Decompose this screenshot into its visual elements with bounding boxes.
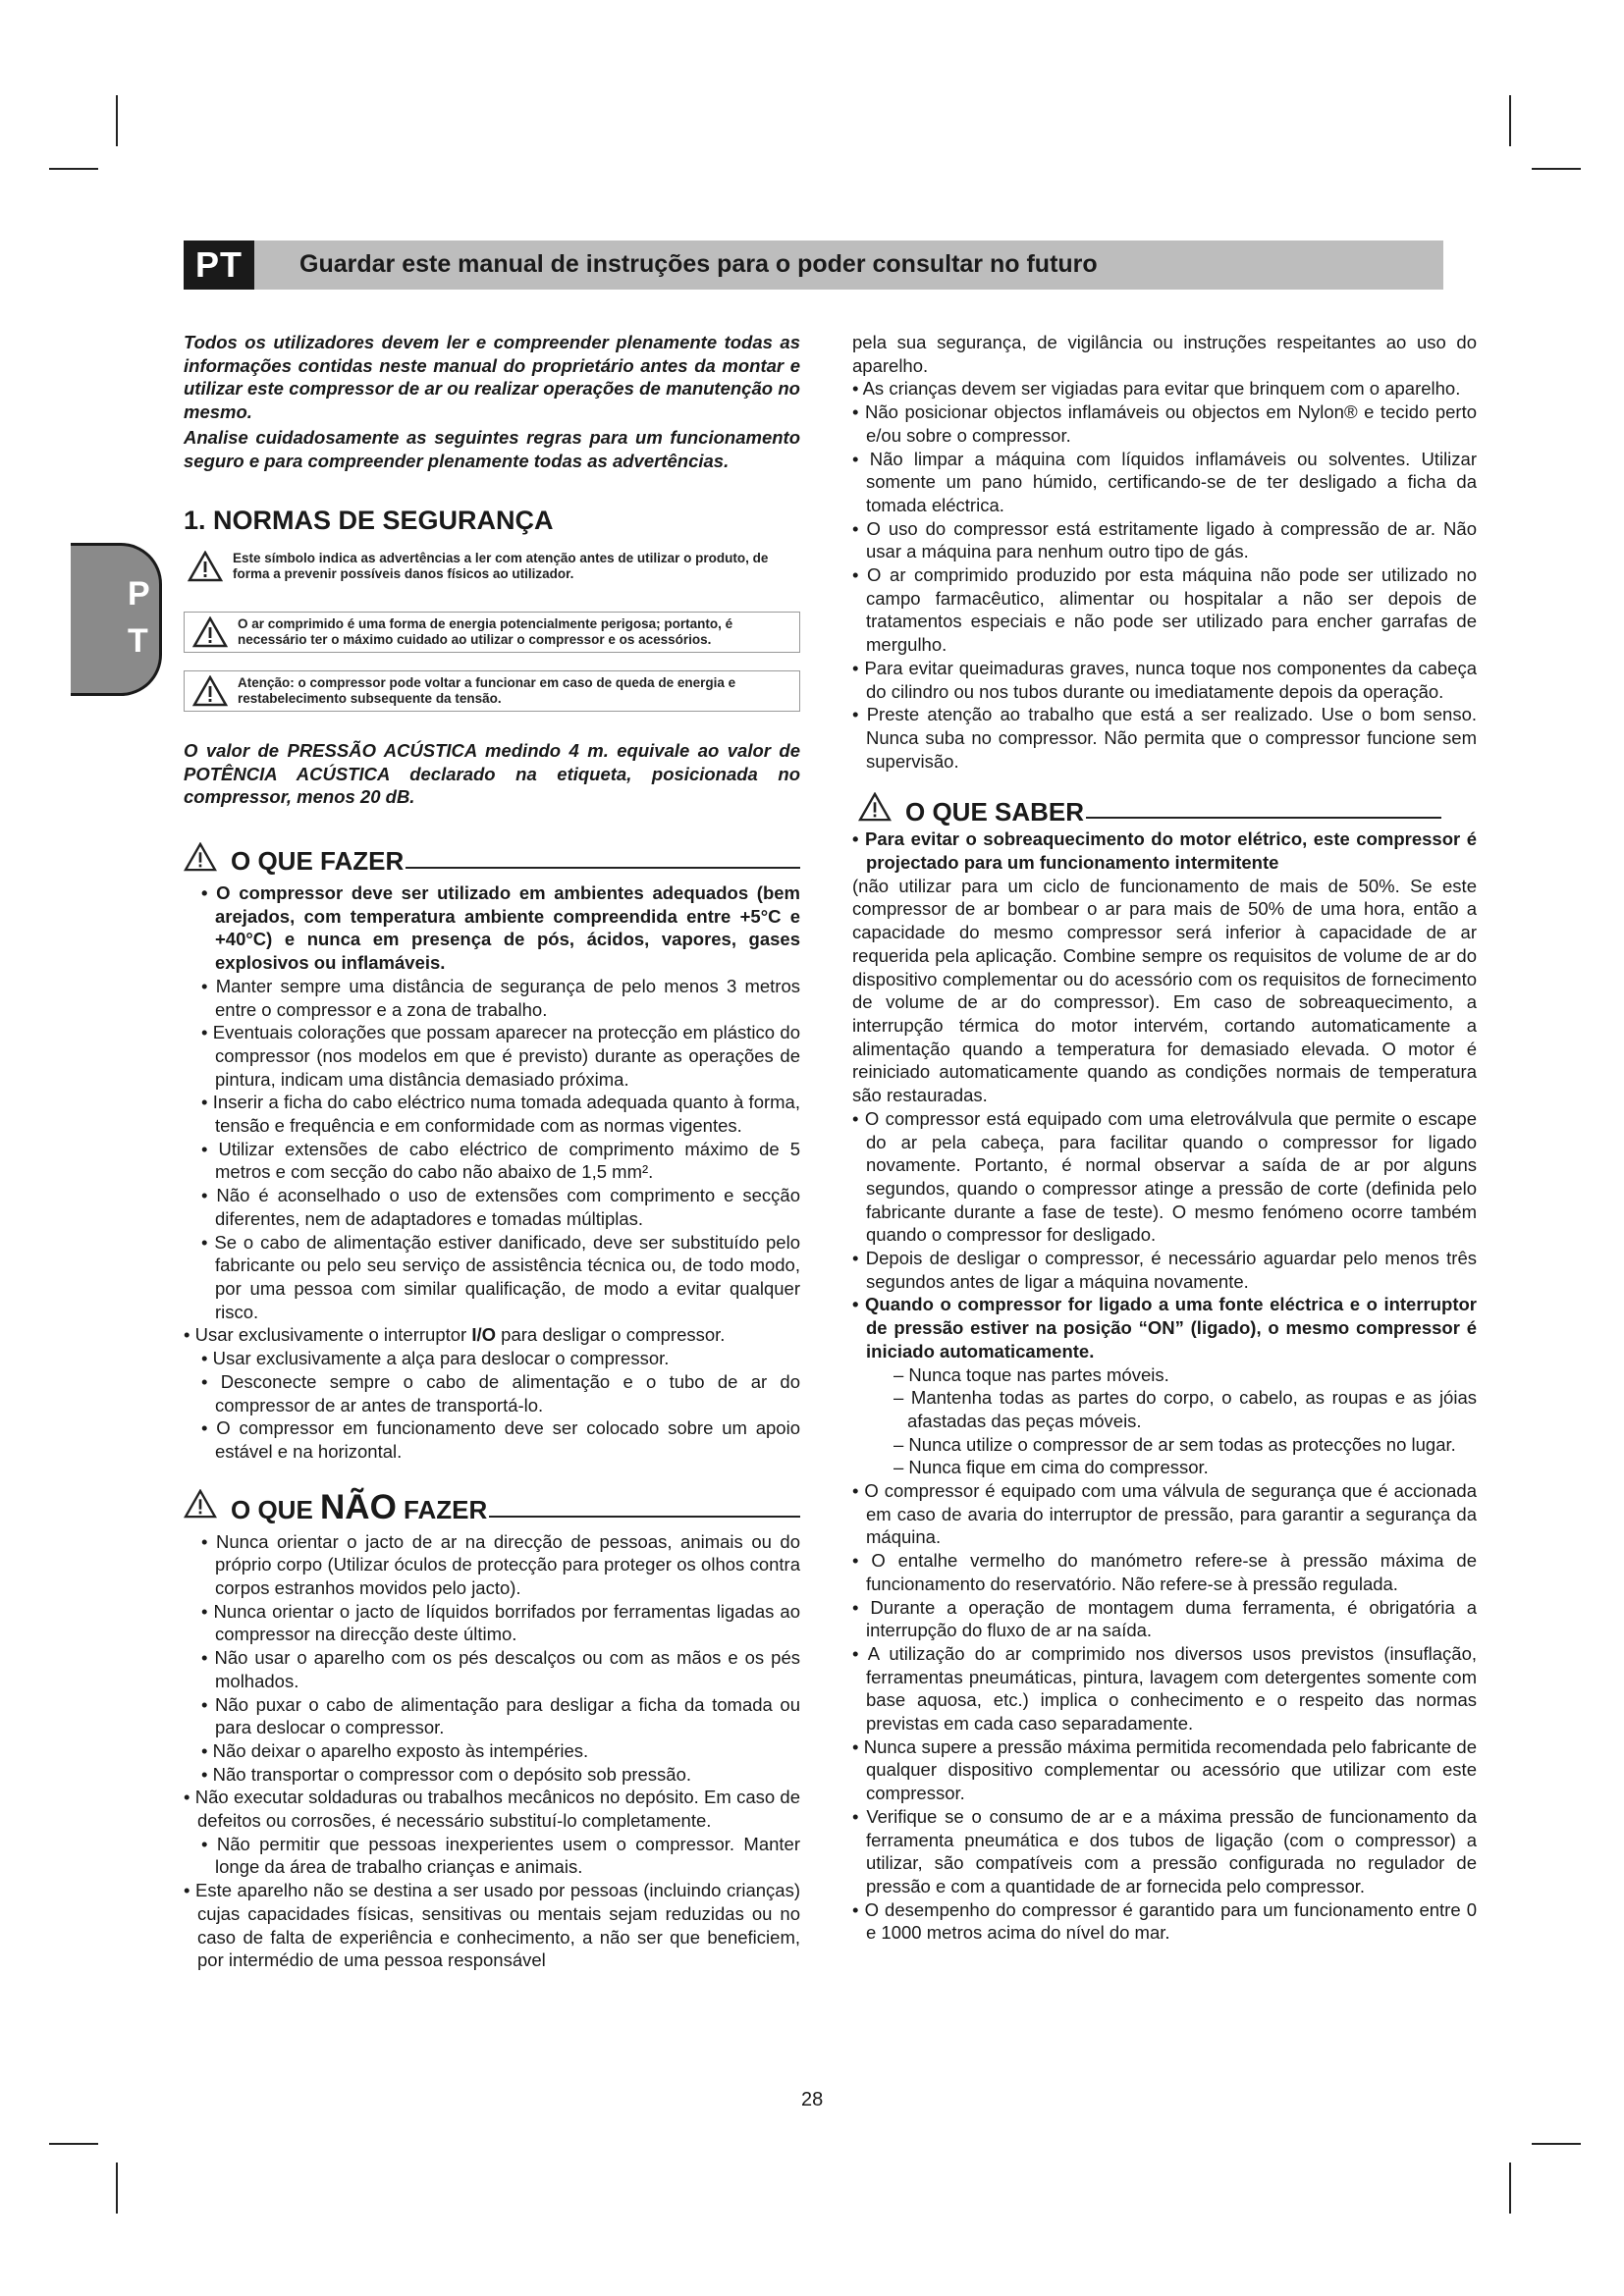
warning-triangle-icon xyxy=(188,551,223,582)
list-item: • Preste atenção ao trabalho que está a ser realizado. Use o bom senso. Nunca suba no compressor. Não permita que o compressor funcione sem supervisão. xyxy=(852,704,1477,772)
list-item: • Eventuais colorações que possam aparecer na protecção em plástico do compressor (nos modelos em que é previsto) durante as operações de pintura, indicam uma distância demasiado próxima. xyxy=(201,1022,800,1090)
list-item: • O ar comprimido produzido por esta máquina não pode ser utilizado no campo farmacêutico, alimentar ou hospitalar a não ser depois de tratamentos especiais e não pode ser utilizado para encher garrafas de mergulho. xyxy=(852,564,1477,656)
right-column xyxy=(852,331,1477,1945)
page-header-title: Guardar este manual de instruções para o poder consultar no futuro xyxy=(299,250,1098,278)
list-item: • Desconecte sempre o cabo de alimentação e o tubo de ar do compressor de ar antes de transportá-lo. xyxy=(201,1370,800,1415)
intro-paragraph: Todos os utilizadores devem ler e compreender plenamente todas as informações contidas neste manual do proprietário antes da montar e utilizar este compressor de ar ou realizar operações de manutenção no mesmo. xyxy=(184,332,800,423)
crop-mark xyxy=(116,2163,118,2214)
list-item: – Nunca utilize o compressor de ar sem todas as protecções no lugar. xyxy=(893,1433,1456,1455)
warning-triangle-icon xyxy=(184,842,217,872)
acoustic-note: O valor de PRESSÃO ACÚSTICA medindo 4 m. equivale ao valor de POTÊNCIA ACÚSTICA declarado na etiqueta, posicionada no compressor, menos 20 dB. xyxy=(184,739,800,808)
title-emphasis: NÃO xyxy=(320,1487,397,1526)
io-switch-symbol: I/O xyxy=(471,1324,497,1346)
list-item: • O compressor está equipado com uma eletroválvula que permite o escape do ar pela cabeça, para facilitar quando o compressor for ligado novamente. Portanto, é normal observar a saída de ar por alguns segundos, quando o compressor atinge a pressão de corte (definida pelo fabricante durante a fase de teste). O mesmo fenómeno ocorre também quando o compressor for desligado. xyxy=(852,1107,1477,1246)
list-item: • Não usar o aparelho com os pés descalços ou com as mãos e os pés molhados. xyxy=(201,1647,800,1691)
list-item: • Verifique se o consumo de ar e a máxima pressão de funcionamento da ferramenta pneumática e dos tubos de ligação (com o compressor) a utilizar, são compatíveis com a pressão configurada no regulador de pressão e com a quantidade de ar fornecida pelo compressor. xyxy=(852,1805,1477,1896)
list-item: • O compressor é equipado com uma válvula de segurança que é accionada em caso de avaria do interruptor de pressão, para garantir a segurança da máquina. xyxy=(852,1480,1477,1548)
list-item: • Não limpar a máquina com líquidos inflamáveis ou solventes. Utilizar somente um pano húmido, certificando-se de ter desligado a ficha da tomada eléctrica. xyxy=(852,448,1477,515)
warning-triangle-icon xyxy=(192,675,228,707)
list-item xyxy=(184,1323,800,1347)
warning-text: Este símbolo indica as advertências a ler com atenção antes de utilizar o produto, de forma a prevenir possíveis danos físicos ao utilizador. xyxy=(233,550,769,581)
list-item: • Nunca orientar o jacto de líquidos borrifados por ferramentas ligadas ao compressor na direcção deste último. xyxy=(201,1600,800,1645)
side-tab-letter: P xyxy=(128,575,150,613)
language-badge: PT xyxy=(184,240,254,290)
warning-note xyxy=(184,551,800,582)
list-item: • O entalhe vermelho do manómetro refere-se à pressão máxima de funcionamento do reservatório. Não refere-se à pressão regulada. xyxy=(852,1550,1477,1594)
crop-mark xyxy=(49,2143,98,2145)
section-title: O QUE SABER xyxy=(905,796,1085,827)
list-item: • Não permitir que pessoas inexperientes usem o compressor. Manter longe da área de trabalho crianças e animais. xyxy=(201,1833,800,1878)
list-item: – Mantenha todas as partes do corpo, o cabelo, as roupas e as jóias afastadas das peças móveis. xyxy=(893,1387,1477,1431)
list-item: • Nunca orientar o jacto de ar na direcção de pessoas, animais ou do próprio corpo (Utilizar óculos de protecção para proteger os olhos contra corpos estranhos movidos pelo jacto). xyxy=(201,1530,800,1599)
list-item: – Nunca toque nas partes móveis. xyxy=(893,1363,1169,1385)
list-item: • O desempenho do compressor é garantido para um funcionamento entre 0 e 1000 metros acima do nível do mar. xyxy=(852,1898,1477,1944)
list-item: • Não é aconselhado o uso de extensões com comprimento e secção diferentes, nem de adaptadores e tomadas múltiplas. xyxy=(201,1185,800,1229)
list-item: • Manter sempre uma distância de segurança de pelo menos 3 metros entre o compressor e a zona de trabalho. xyxy=(201,975,800,1020)
warning-box xyxy=(184,670,800,712)
warning-box xyxy=(184,612,800,653)
warning-triangle-icon xyxy=(858,792,892,822)
crop-mark xyxy=(49,168,98,170)
warning-triangle-icon xyxy=(184,1489,217,1519)
crop-mark xyxy=(1509,95,1511,146)
list-item: • Não deixar o aparelho exposto às intempéries. xyxy=(201,1739,589,1761)
crop-mark xyxy=(1532,2143,1581,2145)
language-side-tab xyxy=(71,543,162,696)
list-item: • O compressor deve ser utilizado em ambientes adequados (bem arejados, com temperatura ambiente compreendida entre +5°C e +40°C) e nunca em presença de pós, ácidos, vapores, gases explosivos ou inflamáveis. xyxy=(201,882,800,974)
section-title: O QUE FAZER xyxy=(231,846,405,877)
title-part: FAZER xyxy=(396,1494,488,1524)
heading-rule xyxy=(1086,817,1441,819)
list-item: • Nunca supere a pressão máxima permitida recomendada pelo fabricante de qualquer dispositivo complementar ou acessório que utilizar com este compressor. xyxy=(852,1735,1477,1804)
list-item: • Não posicionar objectos inflamáveis ou objectos em Nylon® e tecido perto e/ou sobre o compressor. xyxy=(852,401,1477,446)
list-item: • O compressor em funcionamento deve ser colocado sobre um apoio estável e na horizontal. xyxy=(201,1417,800,1462)
list-item: – Nunca fique em cima do compressor. xyxy=(893,1457,1209,1478)
section-title: 1. NORMAS DE SEGURANÇA xyxy=(184,506,554,536)
crop-mark xyxy=(1509,2163,1511,2214)
list-item: • Se o cabo de alimentação estiver danificado, deve ser substituído pelo fabricante ou pelo seu serviço de assistência técnica ou, de todo modo, por uma pessoa com similar qualificação, de modo a evitar qualquer risco. xyxy=(201,1231,800,1322)
title-part: O QUE xyxy=(231,1494,321,1524)
paragraph: (não utilizar para um ciclo de funcionamento de mais de 50%. Se este compressor de ar bombear o ar para mais de 50% de uma hora, então a capacidade do mesmo compressor será inferior à capacidade de ar requerida pela aplicação. Combine sempre os requisitos de volume de ar do dispositivo complementar ou do acessório com os requisitos de fornecimento de volume de ar do compressor). Em caso de sobreaquecimento, a interrupção térmica do motor intervém, cortando automaticamente a alimentação quando a temperatura for demasiado elevada. O motor é reiniciado automaticamente quando as condições normais de temperatura são restauradas. xyxy=(852,875,1477,1106)
section-heading-dont xyxy=(184,1487,800,1526)
list-item-text: para desligar o compressor. xyxy=(496,1324,726,1346)
heading-rule xyxy=(406,867,800,869)
list-item: • As crianças devem ser vigiadas para evitar que brinquem com o aparelho. xyxy=(852,378,1461,400)
crop-mark xyxy=(1532,168,1581,170)
list-item: • Depois de desligar o compressor, é necessário aguardar pelo menos três segundos antes de ligar a máquina novamente. xyxy=(852,1248,1477,1292)
list-item-text: • Usar exclusivamente o interruptor xyxy=(184,1324,472,1346)
list-item: • Para evitar o sobreaquecimento do motor elétrico, este compressor é projectado para um funcionamento intermitente xyxy=(852,828,1477,874)
page-number: 28 xyxy=(801,2089,824,2110)
crop-mark xyxy=(116,95,118,146)
list-item: • Quando o compressor for ligado a uma fonte eléctrica e o interruptor de pressão estiver na posição “ON” (ligado), o mesmo compressor é iniciado automaticamente. xyxy=(852,1294,1477,1362)
list-item: • Não transportar o compressor com o depósito sob pressão. xyxy=(201,1763,692,1785)
section-heading-know xyxy=(858,792,1477,827)
continued-paragraph: pela sua segurança, de vigilância ou instruções respeitantes ao uso do aparelho. xyxy=(852,332,1477,376)
left-column xyxy=(184,331,800,1972)
section-title xyxy=(231,1487,488,1526)
list-item: • Durante a operação de montagem duma ferramenta, é obrigatória a interrupção do fluxo de ar na saída. xyxy=(852,1596,1477,1641)
list-item: • Inserir a ficha do cabo eléctrico numa tomada adequada quanto à forma, tensão e frequência e em conformidade com as normas vigentes. xyxy=(201,1092,800,1137)
list-item: • A utilização do ar comprimido nos diversos usos previstos (insuflação, ferramentas pneumáticas, pintura, lavagem com detergentes somente com base aquosa, etc.) implica o conhecimento e o respeito das normas previstas em cada caso separadamente. xyxy=(852,1642,1477,1735)
list-item: • Não executar soldaduras ou trabalhos mecânicos no depósito. Em caso de defeitos ou corrosões, é necessário substituí-lo completamente. xyxy=(184,1787,800,1832)
list-item: • Para evitar queimaduras graves, nunca toque nos componentes da cabeça do cilindro ou nos tubos durante ou imediatamente depois da operação. xyxy=(852,657,1477,702)
list-item: • Este aparelho não se destina a ser usado por pessoas (incluindo crianças) cujas capacidades físicas, sensitivas ou mentais sejam reduzidas ou no caso de falta de experiência e conhecimento, a não ser que beneficiem, por intermédio de uma pessoa responsável xyxy=(184,1880,800,1971)
list-item: • O uso do compressor está estritamente ligado à compressão de ar. Não usar a máquina para nenhum outro tipo de gás. xyxy=(852,517,1477,562)
list-item: • Utilizar extensões de cabo eléctrico de comprimento máximo de 5 metros e com secção do cabo não abaixo de 1,5 mm². xyxy=(201,1138,800,1183)
warning-triangle-icon xyxy=(192,616,228,648)
warning-text: Atenção: o compressor pode voltar a funcionar em caso de queda de energia e restabelecimento subsequente da tensão. xyxy=(238,674,736,706)
intro-paragraph: Analise cuidadosamente as seguintes regras para um funcionamento seguro e para compreender plenamente todas as advertências. xyxy=(184,426,800,471)
list-item: • Não puxar o cabo de alimentação para desligar a ficha da tomada ou para deslocar o compressor. xyxy=(201,1693,800,1738)
list-item: • Usar exclusivamente a alça para deslocar o compressor. xyxy=(201,1348,670,1369)
heading-rule xyxy=(489,1516,800,1518)
section-heading-do xyxy=(184,842,800,877)
warning-text: O ar comprimido é uma forma de energia potencialmente perigosa; portanto, é necessário ter o máximo cuidado ao utilizar o compressor e os acessórios. xyxy=(238,615,733,647)
side-tab-letter: T xyxy=(128,622,148,660)
